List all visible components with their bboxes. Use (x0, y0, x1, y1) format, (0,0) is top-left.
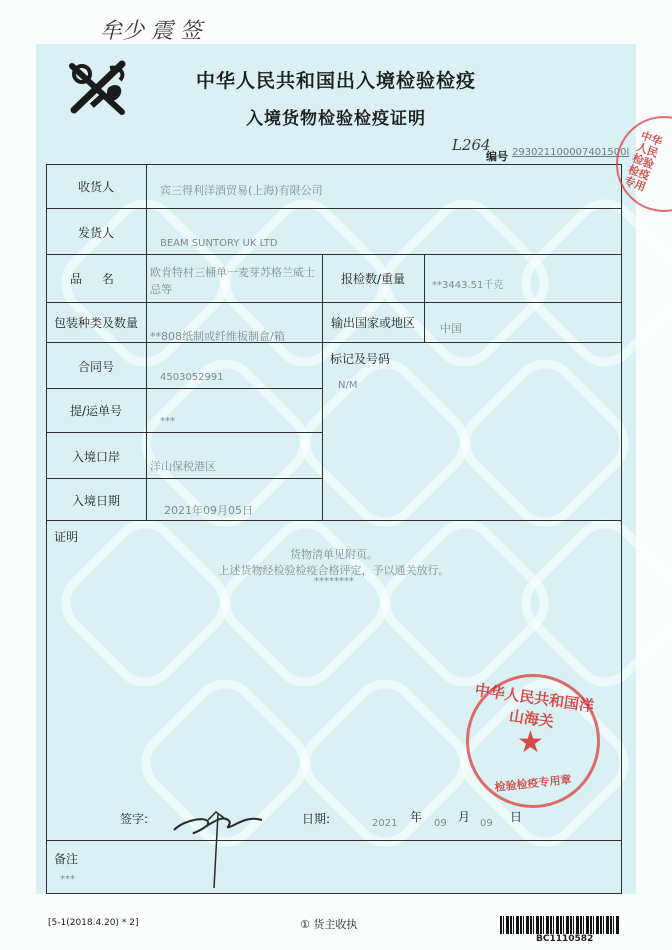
page-title: 中华人民共和国出入境检验检疫 (195, 70, 476, 92)
certificate-line-3: ******** (314, 576, 354, 587)
serial-label: 编号 (486, 150, 508, 163)
label-day: 日 (510, 810, 523, 824)
label-remarks: 备注 (54, 852, 79, 866)
barcode-number: BC1110582 (536, 934, 594, 944)
handwritten-number: L264 (452, 136, 491, 154)
value-consignee: 宾三得利洋酒贸易(上海)有限公司 (160, 184, 323, 197)
page-subtitle: 入境货物检验检疫证明 (246, 109, 426, 129)
label-weight: 报检数/重量 (340, 272, 406, 286)
value-month: 09 (434, 818, 447, 829)
label-date: 日期: (302, 812, 331, 826)
label-year: 年 (410, 810, 423, 824)
value-day: 09 (480, 818, 493, 829)
label-product: 品 名 (70, 272, 122, 286)
official-seal-icon: 中华人民共和国洋山海关 ★ 检验检疫专用章 (466, 674, 600, 808)
label-month: 月 (458, 810, 471, 824)
value-remarks: *** (60, 874, 75, 885)
certificate-line-2: 上述货物经检验检疫合格评定，予以通关放行。 (218, 564, 450, 577)
value-entry-date: 2021年09月05日 (164, 504, 253, 517)
handwritten-note: 牟少 震 签 (100, 19, 202, 44)
label-bill-no: 提/运单号 (69, 404, 123, 418)
label-consignor: 发货人 (77, 226, 114, 240)
label-consignee: 收货人 (77, 180, 114, 194)
label-certificate: 证明 (54, 530, 79, 544)
label-signature: 签字: (120, 812, 149, 826)
label-contract-no: 合同号 (77, 360, 114, 374)
value-contract-no: 4503052991 (160, 372, 224, 383)
partial-seal-icon: 中华人民检验检疫专用 (616, 116, 672, 212)
label-entry-port: 入境口岸 (71, 450, 120, 464)
value-year: 2021 (372, 818, 398, 829)
value-product: 欧肯特村三桶单一麦芽苏格兰威士忌等 (150, 266, 315, 296)
form-code: [5-1(2018.4.20) * 2] (48, 918, 139, 928)
copy-label: ① 货主收执 (300, 918, 358, 931)
serial-number: 293021100007401500l (512, 147, 630, 158)
value-entry-port: 洋山保税港区 (150, 460, 216, 473)
label-packaging: 包装种类及数量 (53, 316, 138, 330)
certificate-line-1: 货物清单见附页。 (290, 548, 378, 561)
label-marks: 标记及号码 (330, 352, 391, 366)
value-consignor: BEAM SUNTORY UK LTD (160, 238, 278, 249)
value-weight: **3443.51千克 (432, 280, 504, 291)
label-entry-date: 入境日期 (71, 494, 120, 508)
handwritten-signature-icon (166, 802, 276, 892)
value-marks: N/M (338, 380, 358, 391)
value-packaging: **808纸制或纤维板制盒/箱 (150, 330, 285, 343)
value-bill-no: *** (160, 416, 175, 427)
barcode-icon (500, 916, 620, 934)
value-origin: 中国 (440, 322, 462, 335)
label-origin: 输出国家或地区 (330, 316, 415, 330)
